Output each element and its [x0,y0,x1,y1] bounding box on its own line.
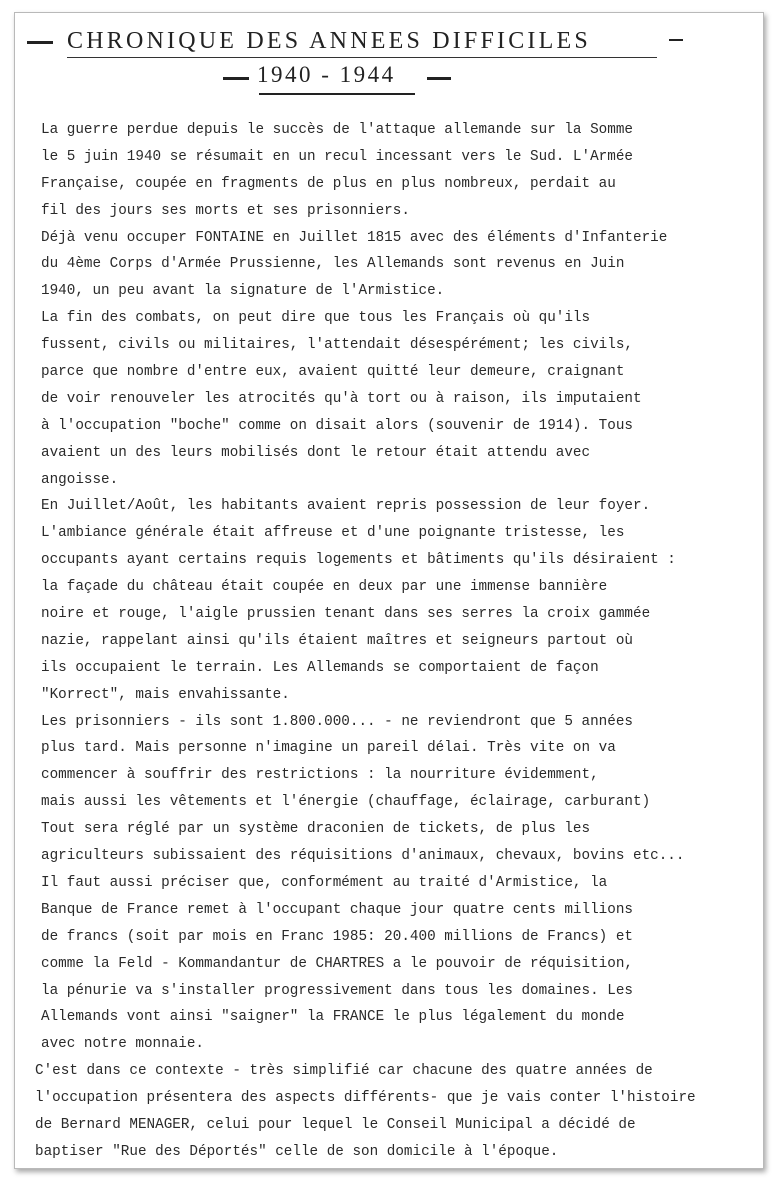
text-line: de voir renouveler les atrocités qu'à tort ou à raison, ils imputaient [41,390,642,407]
text-line: occupants ayant certains requis logements et bâtiments qu'ils désiraient : [41,552,676,569]
text-line: mais aussi les vêtements et l'énergie (chauffage, éclairage, carburant) [41,794,651,811]
text-line: La guerre perdue depuis le succès de l'attaque allemande sur la Somme [41,122,633,138]
text-line: Les prisonniers - ils sont 1.800.000... - ne reviendront que 5 années [41,713,633,730]
text-line: agriculteurs subissaient des réquisitions d'animaux, chevaux, bovins etc... [41,848,685,865]
text-line: Banque de France remet à l'occupant chaque jour quatre cents millions [41,901,633,918]
text-line: noire et rouge, l'aigle prussien tenant dans ses serres la croix gammée [41,606,651,623]
title-right-dash [669,39,683,41]
text-line: La fin des combats, on peut dire que tous les Français où qu'ils [41,310,591,327]
text-line: En Juillet/Août, les habitants avaient repris possession de leur foyer. [41,498,651,515]
document-header [15,19,763,99]
text-line: la façade du château était coupée en deux par une immense bannière [41,579,608,596]
title-left-dash [27,41,53,44]
text-line: avec notre monnaie. [41,1036,205,1053]
document-body [35,117,759,1166]
years-row [15,61,763,97]
document-title: CHRONIQUE DES ANNEES DIFFICILES [67,28,591,54]
text-line: plus tard. Mais personne n'imagine un pareil délai. Très vite on va [41,740,616,757]
years-underline [259,93,415,95]
text-line: L'ambiance générale était affreuse et d'une poignante tristesse, les [41,525,625,542]
text-line: le 5 juin 1940 se résumait en un recul incessant vers le Sud. L'Armée [41,148,633,165]
text-line: 1940, un peu avant la signature de l'Armistice. [41,283,445,300]
text-line: du 4ème Corps d'Armée Prussienne, les Allemands sont revenus en Juin [41,256,625,273]
years-right-dash [427,77,451,80]
text-line: de francs (soit par mois en Franc 1985: 20.400 millions de Francs) et [41,928,633,945]
text-line: commencer à souffrir des restrictions : la nourriture évidemment, [41,767,599,784]
text-line: Allemands vont ainsi "saigner" la FRANCE le plus légalement du monde [41,1009,625,1026]
text-line: Il faut aussi préciser que, conformément au traité d'Armistice, la [41,874,608,891]
text-line: comme la Feld - Kommandantur de CHARTRES a le pouvoir de réquisition, [41,955,633,972]
years-left-dash [223,77,249,80]
document-page [14,12,764,1169]
text-line: C'est dans ce contexte - très simplifié car chacune des quatre années de [35,1063,653,1080]
text-line: fil des jours ses morts et ses prisonniers. [41,202,410,219]
text-line: baptiser "Rue des Déportés" celle de son domicile à l'époque. [35,1143,559,1160]
text-line: de Bernard MENAGER, celui pour lequel le Conseil Municipal a décidé de [35,1116,636,1133]
text-line: Déjà venu occuper FONTAINE en Juillet 1815 avec des éléments d'Infanterie [41,229,668,246]
text-line: Française, coupée en fragments de plus en plus nombreux, perdait au [41,175,616,192]
text-line: Tout sera réglé par un système draconien de tickets, de plus les [41,821,591,838]
document-years: 1940 - 1944 [257,62,396,87]
title-row [27,27,753,57]
text-line: avaient un des leurs mobilisés dont le retour était attendu avec [41,444,591,461]
text-line: ils occupaient le terrain. Les Allemands se comportaient de façon [41,659,599,676]
text-line: angoisse. [41,471,119,488]
text-line: nazie, rappelant ainsi qu'ils étaient maîtres et seigneurs partout où [41,632,633,649]
text-line: la pénurie va s'installer progressivement dans tous les domaines. Les [41,982,633,999]
text-line: fussent, civils ou militaires, l'attendait désespérément; les civils, [41,337,633,354]
text-line: l'occupation présentera des aspects différents- que je vais conter l'histoire [35,1090,696,1107]
title-underline [67,57,657,58]
text-line: à l'occupation "boche" comme on disait alors (souvenir de 1914). Tous [41,417,633,434]
text-line: "Korrect", mais envahissante. [41,686,290,703]
text-line: parce que nombre d'entre eux, avaient quitté leur demeure, craignant [41,364,625,381]
